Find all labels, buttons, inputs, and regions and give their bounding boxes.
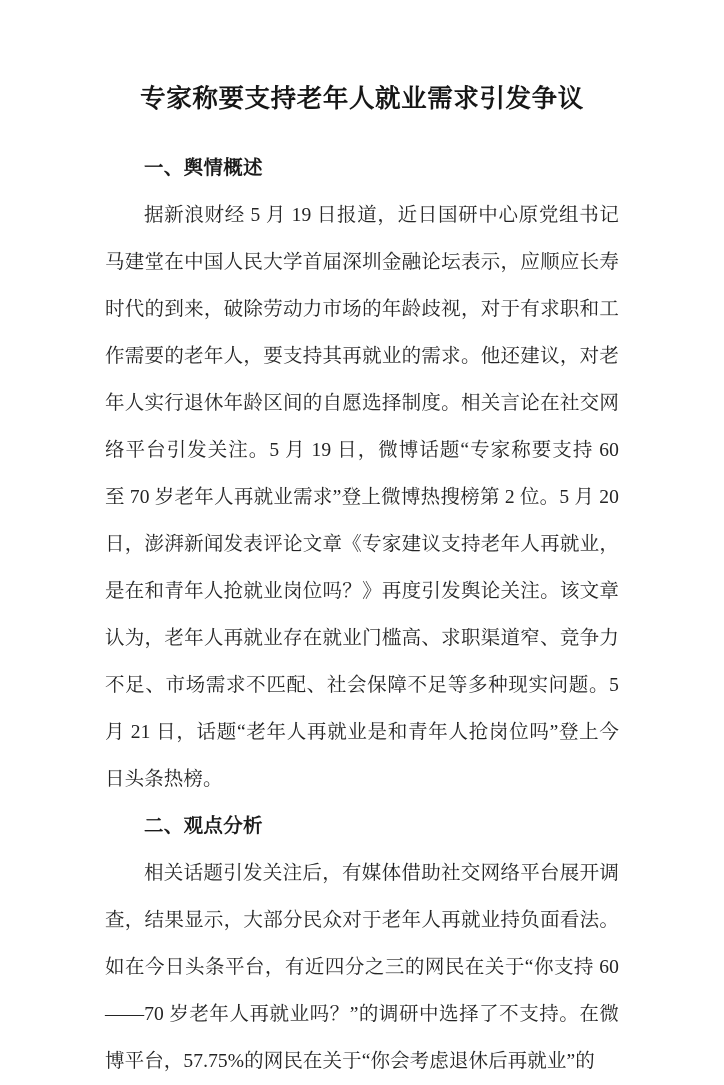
section-paragraph-1: 据新浪财经 5 月 19 日报道，近日国研中心原党组书记马建堂在中国人民大学首届深圳金融论坛表示，应顺应长寿时代的到来，破除劳动力市场的年龄歧视，对于有求职和工作需要的老年人，要支持其再就业的需求。他还建议，对老年人实行退休年龄区间的自愿选择制度。相关言论在社交网络平台引发关注。5 月 19 日，微博话题“专家称要支持 60 至 70 岁老年人再就业需求”登上微博热搜榜第 2 位。5 月 20 日，澎湃新闻发表评论文章《专家建议支持老年人再就业，是在和青年人抢就业岗位吗？》再度引发舆论关注。该文章认为，老年人再就业存在就业门槛高、求职渠道窄、竞争力不足、市场需求不匹配、社会保障不足等多种现实问题。5 月 21 日，话题“老年人再就业是和青年人抢岗位吗”登上今日头条热榜。	[105, 204, 619, 790]
page-title: 专家称要支持老年人就业需求引发争议	[140, 84, 584, 113]
section-heading-1: 一、舆情概述	[144, 156, 263, 179]
spacer-title-section1	[105, 115, 619, 145]
section-paragraph-2: 相关话题引发关注后，有媒体借助社交网络平台展开调查，结果显示，大部分民众对于老年人再就业持负面看法。如在今日头条平台，有近四分之三的网民在关于“你支持 60——70 岁老年人再就业吗？”的调研中选择了不支持。在微博平台，57.75%的网民在关于“你会考虑退休后再就业”的	[105, 862, 619, 1072]
document-body	[105, 0, 619, 1085]
section-heading-2: 二、观点分析	[144, 814, 263, 837]
